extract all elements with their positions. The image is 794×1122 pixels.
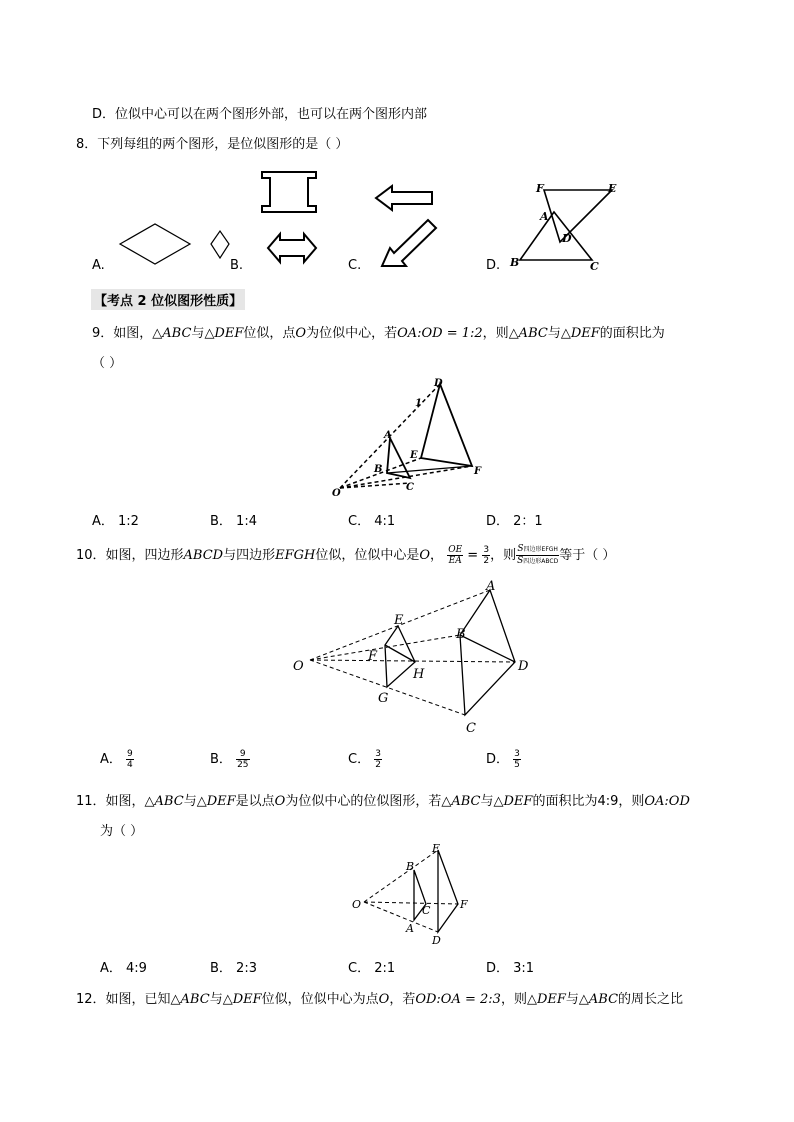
q8-option-a[interactable]: A. [92,258,105,273]
q12-triangle-abc: △ABC [170,992,210,1007]
q10-label-c: C [466,721,476,736]
q10-option-c-frac [374,749,382,770]
q10-figure [290,580,540,735]
q8-figure-b [258,168,328,272]
q10-frac-num: 3 [483,545,490,555]
q11-stem-part: 11．如图， [76,794,145,809]
q8-label-d: D [562,232,572,245]
q10-stem-part: 与四边形 [223,548,276,563]
q10-frac-area [516,544,559,567]
q10-label-f: F [368,649,378,664]
q10-frac-num: 3 [375,749,381,759]
q11-label-o: O [352,898,362,911]
q10-label-g: G [378,691,389,706]
q10-option-d[interactable] [486,748,521,770]
q10-label-h: H [413,667,425,682]
q9-stem [92,322,665,341]
q10-stem-part: ，则 [490,548,517,563]
q12-stem [76,988,683,1007]
q9-paren: （ ） [92,356,123,371]
q8-option-b[interactable]: B. [230,258,244,273]
q12-triangle-def: △DEF [222,992,262,1007]
q11-option-b[interactable]: B． 2:3 [210,961,257,976]
q12-stem-part: 的周长之比 [618,992,684,1007]
q9-label-o: O [332,488,341,499]
q9-triangle-abc-2: △ABC [508,326,548,341]
q10-option-letter: B． [210,752,232,767]
q10-label-e: E [394,613,404,628]
q9-stem-part: 与 [191,326,205,341]
q11-label-f: F [460,898,468,911]
q9-ratio: OA:OD = 1:2 [397,326,483,341]
q9-label-a: A [384,430,392,441]
q9-triangle-def: △DEF [204,326,244,341]
q12-triangle-def-2: △DEF [526,992,566,1007]
q10-option-a[interactable] [100,748,134,770]
q10-option-b[interactable] [210,748,250,770]
q10-option-d-frac [513,749,521,770]
q12-stem-part: 与 [209,992,223,1007]
q12-triangle-abc-2: △ABC [578,992,619,1007]
q10-frac-num: 3 [514,749,520,759]
q9-label-c: C [406,482,414,493]
q9-label-e: E [410,450,418,461]
q11-stem [76,790,690,809]
q9-stem-part: 与 [547,326,561,341]
q10-option-letter: A． [100,752,122,767]
q10-option-b-frac [236,749,249,770]
q11-option-d[interactable]: D． 3:1 [486,961,535,976]
q8-label-b: B [510,256,520,269]
q11-stem-part: 为位似中心的位似图形，若 [285,794,442,809]
q9-label-b: B [374,464,383,475]
q9-figure [332,378,492,498]
q12-stem-part: ，若 [389,992,416,1007]
q10-label-a: A [486,579,496,594]
q10-stem-part: ， [430,548,444,563]
q10-quad-efgh: EFGH [275,548,316,563]
q10-label-b: B [456,627,466,642]
q11-label-a: A [406,922,414,935]
q10-equals: = [467,548,479,563]
q11-option-c[interactable]: C． 2:1 [348,961,396,976]
q10-stem-part: 位似，位似中心是 [315,548,420,563]
q10-point-o: O [419,548,431,563]
q10-label-d: D [518,659,529,674]
q10-frac-den: EA [448,556,462,566]
q10-frac-den: 5 [514,760,520,770]
q11-option-a[interactable]: A． 4:9 [100,961,147,976]
q10-option-letter: C． [348,752,371,767]
q12-stem-part: ，则 [500,992,527,1007]
q9-triangle-def-2: △DEF [560,326,600,341]
q11-label-c: C [422,904,431,917]
q10-frac-oe-ea [447,545,463,566]
q10-option-a-frac [126,749,134,770]
q9-option-a[interactable]: A． 1:2 [92,514,139,529]
q8-stem: 8．下列每组的两个图形，是位似图形的是（ ） [76,137,349,152]
q9-stem-part: 位似，点 [243,326,296,341]
q12-point-o: O [378,992,390,1007]
q12-ratio: OD:OA = 2:3 [415,992,501,1007]
q9-option-c[interactable]: C． 4:1 [348,514,396,529]
q10-frac-den: 25 [237,760,249,770]
q10-frac-num: OE [448,545,463,555]
q8-figure-c [370,180,440,270]
q11-triangle-abc-2: △ABC [441,794,481,809]
q12-stem-part: 与 [565,992,579,1007]
q9-stem-part: ，则 [482,326,509,341]
q9-option-d[interactable]: D． 2：1 [486,514,543,529]
q10-s-sub: 四边形ABCD [523,558,559,565]
q8-label-f: F [536,182,544,195]
q11-label-b: B [406,860,415,873]
q11-ratio: OA:OD [644,794,690,809]
q10-option-c[interactable] [348,748,382,770]
q10-stem [76,544,615,567]
q10-stem-part: 等于（ ） [559,548,616,563]
q11-stem-part: 的面积比为4:9，则 [532,794,645,809]
q10-s: S [517,556,524,566]
q11-triangle-def-2: △DEF [493,794,533,809]
q12-stem-part: 12．如图，已知 [76,992,171,1007]
q8-option-d[interactable]: D. [486,258,501,273]
q10-label-o: O [293,659,304,674]
q9-label-one: 1 [415,398,422,409]
q11-stem-part: 与 [480,794,494,809]
q10-frac-3-2 [482,545,490,566]
q10-quad-abcd: ABCD [183,548,224,563]
q9-triangle-abc: △ABC [152,326,192,341]
q10-stem-part: 10．如图，四边形 [76,548,184,563]
q9-stem-part: 为位似中心，若 [306,326,398,341]
q9-label-d: D [434,378,443,389]
q8-figure-d [506,180,626,273]
section-2-title: 【考点 2 位似图形性质】 [91,289,245,310]
q9-label-f: F [474,466,482,477]
q9-stem-part: 的面积比为 [599,326,665,341]
q9-stem-part: 9．如图， [92,326,153,341]
q10-frac-num: 9 [127,749,133,759]
q11-label-e: E [432,842,441,855]
q11-triangle-def: △DEF [196,794,236,809]
q10-s-sub: 四边形EFGH [523,546,558,553]
q8-label-a: A [540,210,549,223]
q11-stem-part: 是以点 [235,794,275,809]
q7-option-d: D．位似中心可以在两个图形外部，也可以在两个图形内部 [92,107,428,122]
q11-triangle-abc: △ABC [144,794,184,809]
q11-label-d: D [432,934,441,947]
q9-option-b[interactable]: B． 1:4 [210,514,257,529]
q10-s: S [517,544,524,554]
q12-stem-part: 位似，位似中心为点 [261,992,379,1007]
q9-point-o: O [295,326,307,341]
q8-option-c[interactable]: C. [348,258,362,273]
q8-label-e: E [608,182,617,195]
q11-stem-end: 为（ ） [100,824,144,839]
q10-option-letter: D． [486,752,510,767]
q11-point-o: O [274,794,286,809]
q11-figure [346,840,476,950]
q11-stem-part: 与 [183,794,197,809]
q10-frac-den: 4 [127,760,133,770]
q8-figure-a [118,222,228,268]
q10-frac-num: 9 [236,749,249,760]
q10-frac-den: 2 [375,760,381,770]
q8-label-c: C [590,260,599,273]
q10-frac-den: 2 [483,556,490,566]
